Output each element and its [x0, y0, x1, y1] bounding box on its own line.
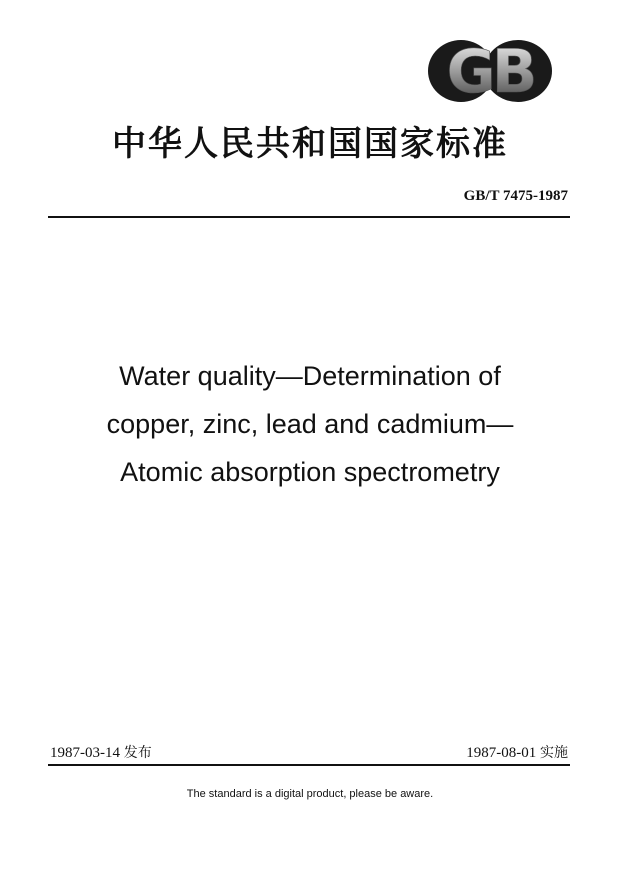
logo-text: GB	[446, 38, 534, 104]
title-line-3: Atomic absorption spectrometry	[120, 457, 500, 487]
title-line-2: copper, zinc, lead and cadmium—	[106, 409, 514, 439]
footer-divider	[48, 764, 570, 766]
issue-date-label: 发布	[123, 745, 152, 761]
document-title	[40, 352, 580, 496]
title-line-1: Water quality—Determination of	[119, 361, 501, 391]
implementation-date-value: 1987-08-01	[466, 745, 537, 761]
header-divider	[48, 216, 570, 218]
issue-date	[50, 742, 152, 762]
standard-authority-title: 中华人民共和国国家标准	[112, 124, 508, 164]
digital-product-notice: The standard is a digital product, please be aware.	[186, 788, 434, 800]
issue-date-value: 1987-03-14	[50, 745, 120, 761]
standard-code: GB/T 7475-1987	[463, 188, 568, 204]
gb-logo	[426, 38, 554, 104]
implementation-date-label: 实施	[540, 745, 568, 761]
implementation-date	[466, 742, 568, 762]
